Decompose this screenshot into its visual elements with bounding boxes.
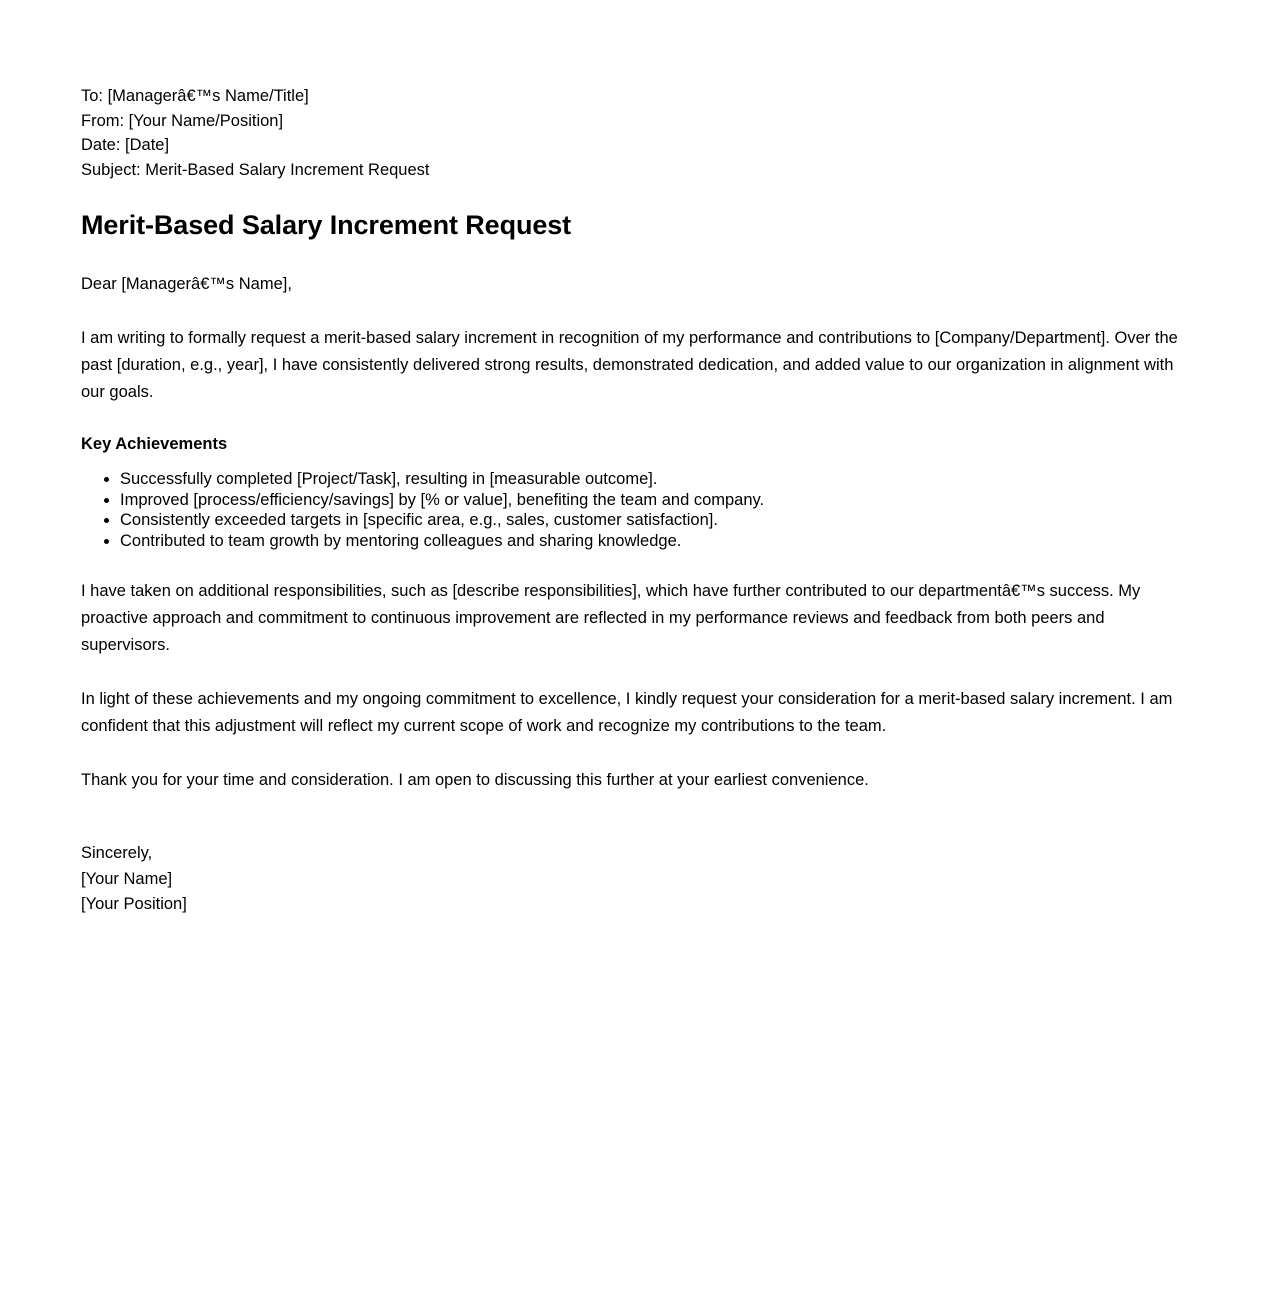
list-item: • Improved [process/efficiency/savings] by [% or value], benefiting the team and company. [120,490,1187,511]
paragraph-intro: I am writing to formally request a merit-based salary increment in recognition of my performance and contributions to [Company/Department]. Over the past [duration, e.g., year], I have consistently delivered strong results, demonstrated dedication, and added value to our organization in alignment with our goals. [81,329,1178,402]
salutation: Dear [Managerâ€™s Name], [81,275,292,294]
header-date: Date: [Date] [81,136,170,155]
list-item: • Contributed to team growth by mentoring colleagues and sharing knowledge. [120,531,1187,552]
closing-signoff: Sincerely, [81,844,153,863]
header-from: From: [Your Name/Position] [81,111,284,130]
key-achievements-heading: Key Achievements [81,435,228,454]
letter-body [81,84,1187,918]
paragraph-responsibilities: I have taken on additional responsibilities, such as [describe responsibilities], which have further contributed to our departmentâ€™s success. My proactive approach and commitment to continuous improvement are reflected in my performance reviews and feedback from both peers and supervisors. [81,582,1141,655]
list-item: • Successfully completed [Project/Task], resulting in [measurable outcome]. [120,469,1187,490]
paragraph-request: In light of these achievements and my ongoing commitment to excellence, I kindly request your consideration for a merit-based salary increment. I am confident that this adjustment will reflect my current scope of work and recognize my contributions to the team. [81,690,1173,736]
closing-position: [Your Position] [81,895,187,914]
key-achievements-list [81,469,1187,551]
letter-header-block [81,84,1187,182]
closing-block [81,841,1187,918]
header-subject: Subject: Merit-Based Salary Increment Request [81,160,430,179]
paragraph-thanks: Thank you for your time and consideration. I am open to discussing this further at your earliest convenience. [81,771,869,790]
list-item: • Consistently exceeded targets in [specific area, e.g., sales, customer satisfaction]. [120,510,1187,531]
closing-name: [Your Name] [81,869,173,888]
page-title: Merit-Based Salary Increment Request [81,210,572,241]
header-to: To: [Managerâ€™s Name/Title] [81,87,309,105]
